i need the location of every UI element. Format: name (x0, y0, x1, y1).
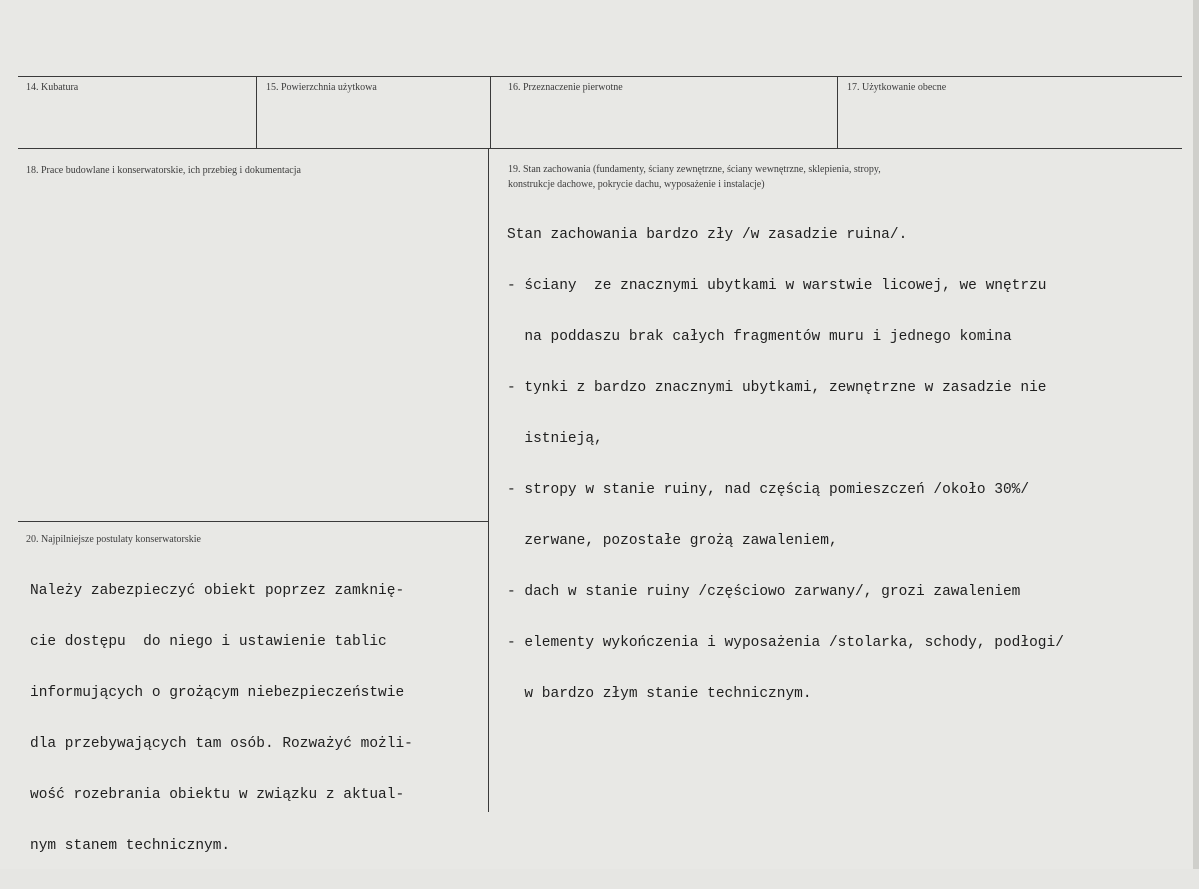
postulaty-text (30, 549, 413, 889)
postulaty-line: informujących o grożącym niebezpieczeństwie (30, 685, 405, 701)
field-15-label: 15. Powierzchnia użytkowa (266, 82, 377, 93)
stan-line: Stan zachowania bardzo zły /w zasadzie ruina/. (507, 227, 908, 243)
main-divider (488, 148, 489, 812)
col-divider-2 (490, 76, 491, 148)
stan-line: - tynki z bardzo znacznymi ubytkami, zewnętrzne w zasadzie nie (507, 380, 1047, 396)
row1-bottom-rule (18, 148, 1182, 149)
stan-zachowania-text (507, 193, 1064, 737)
col-divider-3 (837, 76, 838, 148)
field-19-label-line1: 19. Stan zachowania (fundamenty, ściany zewnętrzne, ściany wewnętrzne, sklepienia, stropy, (508, 164, 881, 175)
col-divider-1 (256, 76, 257, 148)
field-19-label-line2: konstrukcje dachowe, pokrycie dachu, wyposażenie i instalacje) (508, 179, 765, 190)
field-20-label: 20. Najpilniejsze postulaty konserwatorskie (26, 534, 201, 545)
postulaty-line: dla przebywających tam osób. Rozważyć możli- (30, 736, 413, 752)
postulaty-line: cie dostępu do niego i ustawienie tablic (30, 634, 387, 650)
box20-top-rule (18, 521, 488, 522)
field-18-label: 18. Prace budowlane i konserwatorskie, ich przebieg i dokumentacja (26, 165, 301, 176)
postulaty-line: Należy zabezpieczyć obiekt poprzez zamknię- (30, 583, 405, 599)
stan-line: w bardzo złym stanie technicznym. (507, 686, 812, 702)
stan-line: - ściany ze znacznymi ubytkami w warstwie licowej, we wnętrzu (507, 278, 1047, 294)
stan-line: na poddaszu brak całych fragmentów muru i jednego komina (507, 329, 1012, 345)
stan-line: - dach w stanie ruiny /częściowo zarwany/, grozi zawaleniem (507, 584, 1021, 600)
top-rule (18, 76, 1182, 77)
field-17-label: 17. Użytkowanie obecne (847, 82, 947, 93)
postulaty-line: nym stanem technicznym. (30, 838, 231, 854)
stan-line: - stropy w stanie ruiny, nad częścią pomieszczeń /około 30%/ (507, 482, 1030, 498)
stan-line: - elementy wykończenia i wyposażenia /stolarka, schody, podłogi/ (507, 635, 1064, 651)
stan-line: istnieją, (507, 431, 603, 447)
card-edge (1193, 0, 1199, 869)
field-14-label: 14. Kubatura (26, 82, 79, 93)
postulaty-line: wość rozebrania obiektu w związku z aktual- (30, 787, 405, 803)
field-16-label: 16. Przeznaczenie pierwotne (508, 82, 623, 93)
stan-line: zerwane, pozostałe grożą zawaleniem, (507, 533, 838, 549)
